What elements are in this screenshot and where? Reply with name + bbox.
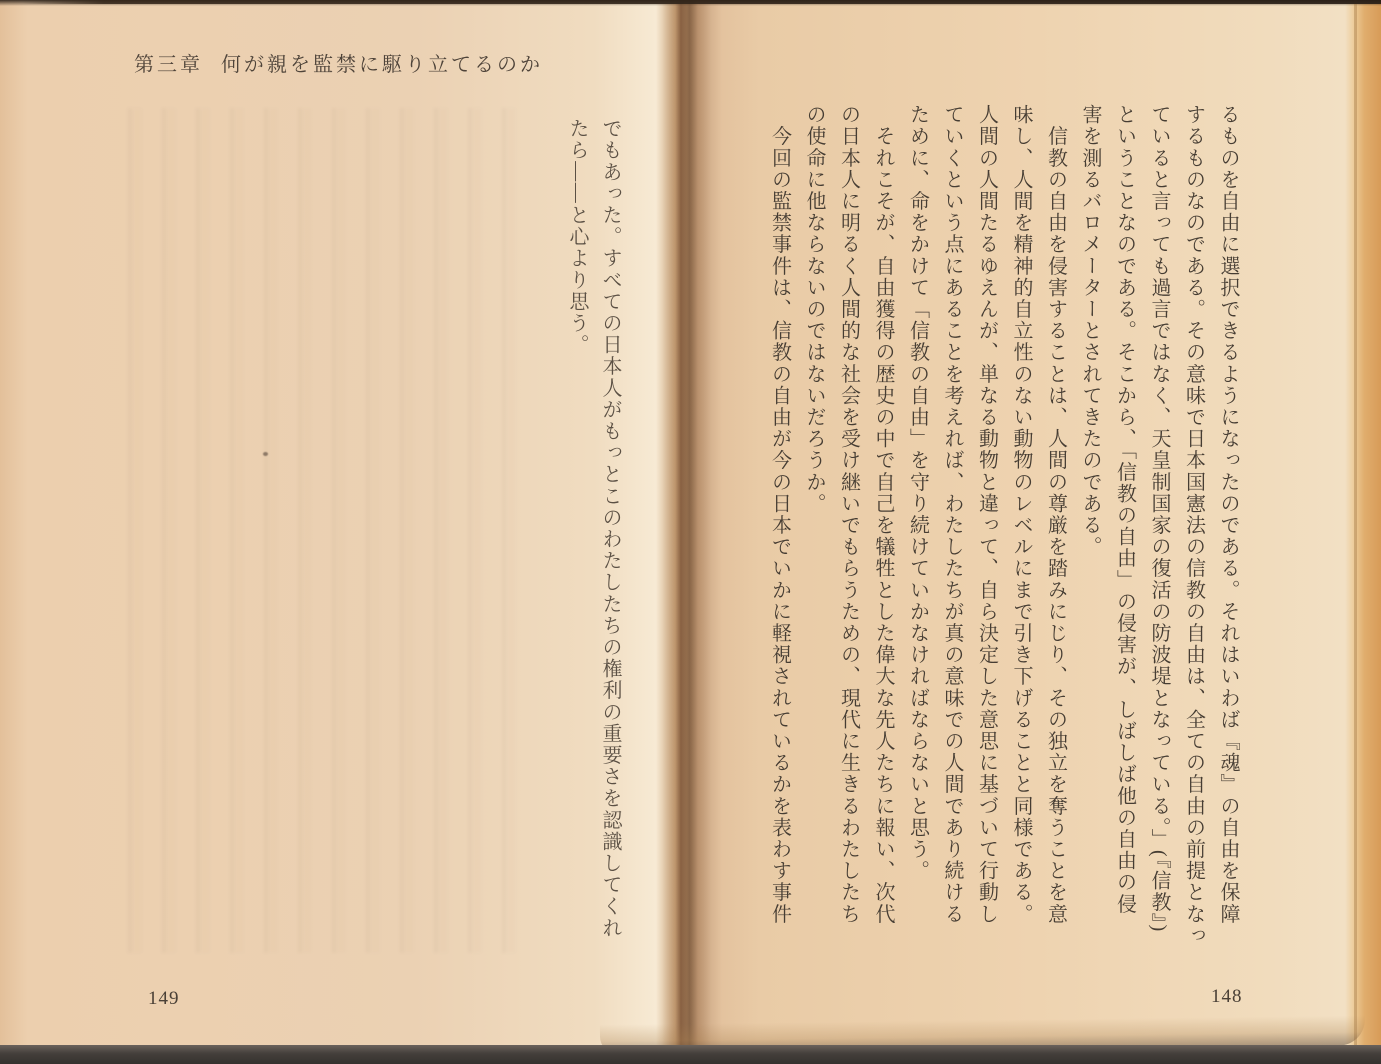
left-page-text-block <box>567 118 620 939</box>
bottom-scan-background <box>0 1045 1381 1064</box>
right-page-text-block <box>770 104 1239 946</box>
page-number-left: 149 <box>148 988 180 1009</box>
right-page-column-1: るものを自由に選択できるようになったのである。それはいわば『魂』の自由を保障 <box>1217 104 1239 925</box>
right-page-column-2: するものなのである。その意味で日本国憲法の信教の自由は、全ての自由の前提となっ <box>1182 104 1205 947</box>
top-scan-background <box>22 0 1381 4</box>
right-page-column-13: の使命に他ならないのではないだろうか。 <box>803 104 825 515</box>
right-page-column-11: それこそが、自由獲得の歴史の中で自己を犠牲とした偉大な先人たちに報い、次代 <box>872 104 894 925</box>
right-page-column-14: 今回の監禁事件は、信教の自由が今の日本でいかに軽視されているかを表わす事件 <box>768 104 791 925</box>
chapter-title: 何が親を監禁に駆り立てるのか <box>221 54 543 76</box>
right-page-column-4: ということなのである。そこから、「信教の自由」の侵害が、しばしば他の自由の侵 <box>1113 104 1136 915</box>
right-page-edge-line <box>1354 0 1357 1046</box>
page-number-right: 148 <box>1211 986 1243 1007</box>
right-page-column-9: ていくという点にあることを考えれば、わたしたちが真の意味での人間であり続ける <box>941 104 963 925</box>
paper-speck <box>263 452 268 456</box>
left-page-column-2: たら――と心より思う。 <box>566 118 588 356</box>
right-page-column-6: 信教の自由を侵害することは、人間の尊厳を踏みにじり、その独立を奪うことを意 <box>1044 104 1067 925</box>
running-header <box>134 48 543 77</box>
reverse-side-show-through <box>128 108 533 953</box>
book-gutter-shadow <box>662 0 722 1064</box>
chapter-number: 第三章 <box>134 54 203 76</box>
right-page-column-12: の日本人に明るく人間的な社会を受け継いでもらうための、現代に生きるわたしたち <box>837 104 860 925</box>
right-page-column-7: 味し、人間を精神的自立性のない動物のレベルにまで引き下げることと同様である。 <box>1010 104 1032 925</box>
right-page-column-10: ために、命をかけて「信教の自由」を守り続けていかなければならないと思う。 <box>906 104 929 882</box>
right-page-column-8: 人間の人間たるゆえんが、単なる動物と違って、自ら決定した意思に基づいて行動し <box>975 104 998 925</box>
left-page-column-1: でもあった。すべての日本人がもっとこのわたしたちの権利の重要さを認識してくれ <box>599 118 621 939</box>
right-page-column-5: 害を測るバロメーターとされてきたのである。 <box>1079 104 1101 558</box>
right-page-column-3: ていると言っても過言ではなく、天皇制国家の復活の防波堤となっている。」(『信教』) <box>1148 104 1170 933</box>
